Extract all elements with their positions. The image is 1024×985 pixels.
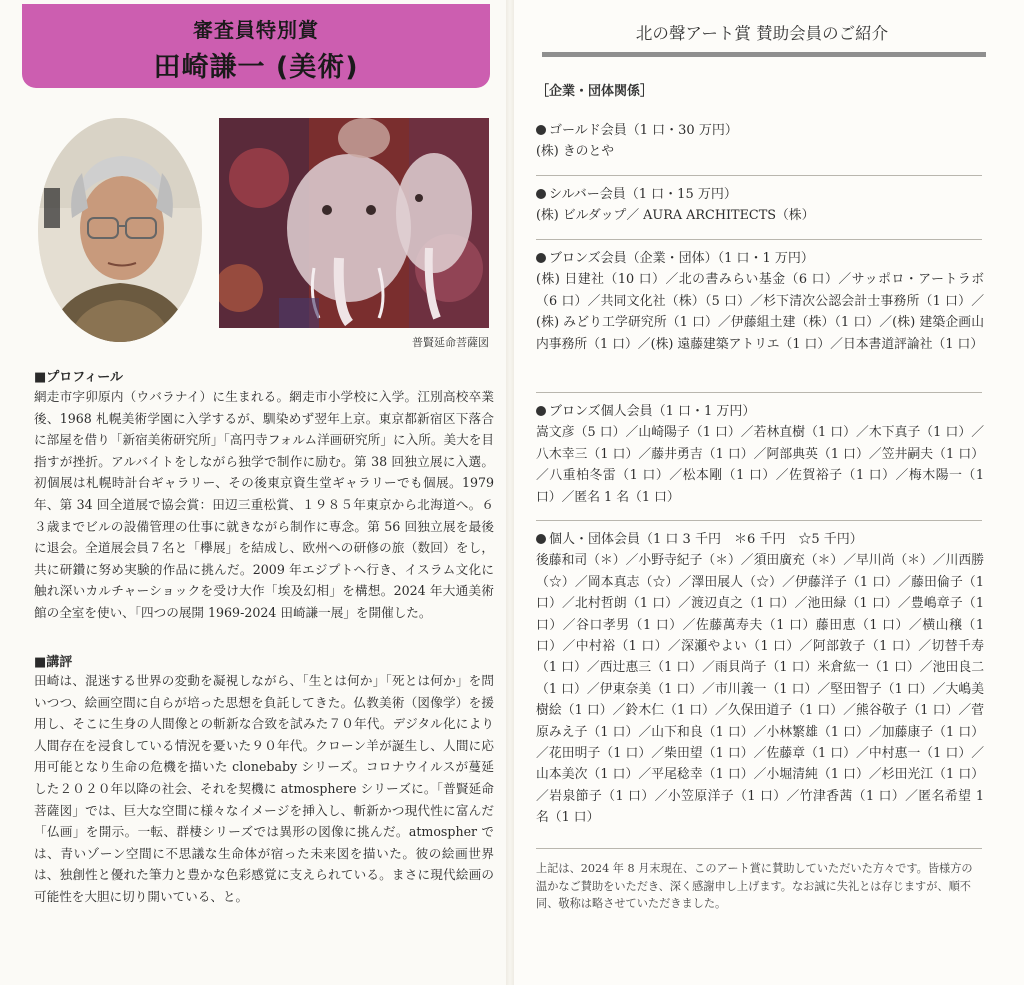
divider [536,392,982,393]
winner-name: 田崎謙一 (美術) [153,52,359,83]
footnote: 上記は、2024 年 8 月末現在、このアート賞に賛助していただいた方々です。皆様方の温かなご賛助をいただき、深く感謝申し上げます。なお誠に失礼とは存じますが、順不同、敬称は略させていただきました。 [536,862,973,910]
section-bronze-individual [536,401,984,508]
divider [536,848,982,849]
bullet-icon [536,406,546,416]
title-rule [542,52,986,57]
section-silver [536,184,984,227]
bullet-icon [536,534,546,544]
section-members: (株) ビルダップ／ AURA ARCHITECTS（株） [536,208,815,224]
artist-portrait [38,118,202,342]
divider [536,175,982,176]
artwork-elephants [219,118,489,328]
section-members: (株) 日建社（10 口）／北の書みらい基金（6 口）／サッポロ・アートラボ（6 口）／共同文化社（株）（5 口）／杉下清次公認会計士事務所（1 口）／(株) みどり工学研究所（1 口）／伊藤組土建（株）（1 口）／(株) 建築企画山内事務所（1 口）／(株) 遠藤建築アトリエ（1 口）／日本書道評論社（1 口） [536,272,984,352]
award-banner [22,4,490,88]
section-heading-label: ブロンズ個人会員（1 口・1 万円） [549,404,756,419]
divider [536,239,982,240]
review-text: 田崎は、混迷する世界の変動を凝視しながら、「生とは何か」「死とは何か」を問いつつ、絵画空間に自らが培った思想を負託してきた。仏教美術（図像学）を援用し、そこに生身の人間像との斬新な合致を試みた７０年代。デジタル化により人間存在を浸食している情況を憂いた９０年代。クローン羊が誕生し、人間に応用可能となり生命の危機を描いた clonebaby シリーズ。コロナウイルスが蔓延した２０２０年以降の社会、それを契機に atmosphere シリーズに。「普賢延命菩薩図」では、巨大な空間に様々なイメージを挿入し、斬新かつ現代性に富んだ「仏画」を開示。一転、群棲シリーズでは異形の図像に挑んだ。atmospher では、青いゾーン空間に不思議な生命体が宿った未来図を描いた。彼の絵画世界は、独創性と優れた筆力と豊かな色彩感覚に支えられている。まさに現代絵画の可能性を大胆に切り開いている、と。 [34,673,494,904]
section-gold [536,120,984,163]
section-heading [536,120,984,141]
section-members: (株) きのとや [536,144,615,160]
section-heading-label: シルバー会員（1 口・15 万円） [549,187,737,202]
section-heading [536,248,984,269]
section-heading [536,401,984,422]
section-heading [536,184,984,205]
page-gutter [506,0,514,985]
category-heading: ［企業・団体関係］ [536,84,654,99]
section-members: 後藤和司（＊）／小野寺紀子（＊）／須田廣充（＊）／早川尚（＊）／川西勝（☆）／岡本真志（☆）／澤田展人（☆）／伊藤洋子（1 口）／藤田倫子（1 口）／北村哲朗（1 口）／渡辺貞之（1 口）／池田緑（1 口）／豊嶋章子（1 口）／谷口孝男（1 口）／佐藤萬寿夫（1 口）藤田恵（1 口）／横山穣（1 口）／中村裕（1 口）／深瀬やよい（1 口）／阿部敦子（1 口）／切替千寿（1 口）／西辻惠三（1 口）／雨貝尚子（1 口）米倉紘一（1 口）／池田良二（1 口）／伊東奈美（1 口）／市川義一（1 口）／堅田智子（1 口）／大嶋美樹絵（1 口）／鈴木仁（1 口）／久保田道子（1 口）／熊谷敬子（1 口）／菅原みえ子（1 口）／山下和良（1 口）／小林繁雄（1 口）／加藤康子（1 口）／花田明子（1 口）／柴田望（1 口）／佐藤章（1 口）／中村惠一（1 口）／山本美次（1 口）／平尾稔幸（1 口）／小堀清純（1 口）／杉田光江（1 口）／岩泉節子（1 口）／小笠原洋子（1 口）／竹津香茜（1 口）／匿名希望 1 名（1 口） [536,553,984,826]
profile-text: 網走市字卯原内（ウバラナイ）に生まれる。網走市小学校に入学。江別高校卒業後、1968 札幌美術学園に入学するが、馴染めず翌年上京。東京都新宿区下落合に部屋を借り「新宿美術研究所」「高円寺フォルム洋画研究所」に入所。美大を目指すが挫折。アルバイトをしながら独学で制作に励む。第 38 回独立展に入選。初個展は札幌時計台ギャラリー、その後東京資生堂ギャラリーでも個展。1979 年、第 34 回全道展で協会賞：田辺三重松賞、１９８５年東京から北海道へ。６３歳までビルの設備管理の仕事に就きながら制作に専念。第 56 回独立展を最後に退会。全道展会員７名と「欅展」を結成し、欧州への研修の旅（数回）をし，共に研鑽に努め実験的作品に挑んだ。2009 年エジプトへ行き、イスラム文化に触れ深いカルチャーショックを受け大作「埃及幻相」を構想。2024 年大通美術館の全室を使い、「四つの展開 1969-2024 田崎謙一展」を開催した。 [34,389,494,620]
bullet-icon [536,189,546,199]
portrait-photo [38,118,202,342]
bullet-icon [536,125,546,135]
section-members: 嵩文彦（5 口）／山崎陽子（1 口）／若林直樹（1 口）／木下真子（1 口）／八木幸三（1 口）／藤井勇吉（1 口）／阿部典英（1 口）／笠井嗣夫（1 口）／八重柏冬雷（1 口）／松本剛（1 口）／佐賀裕子（1 口）／梅木陽一（1 口）／匿名 1 名（1 口） [536,425,984,505]
section-heading [536,529,984,550]
review-heading: ■講評 [34,655,73,670]
profile-heading: ■プロフィール [34,370,123,385]
section-heading-label: 個人・団体会員（1 口 3 千円 ＊6 千円 ☆5 千円） [549,532,863,547]
supporters-title: 北の聲アート賞 賛助会員のご紹介 [635,24,889,43]
award-title: 審査員特別賞 [193,18,319,42]
section-bronze-corporate [536,248,984,355]
artwork-image [219,118,489,328]
divider [536,520,982,521]
section-heading-label: ブロンズ会員（企業・団体）（1 口・1 万円） [549,251,814,266]
section-individual-group [536,529,984,829]
artwork-caption: 普賢延命菩薩図 [412,336,489,349]
bullet-icon [536,253,546,263]
section-heading-label: ゴールド会員（1 口・30 万円） [549,123,738,138]
